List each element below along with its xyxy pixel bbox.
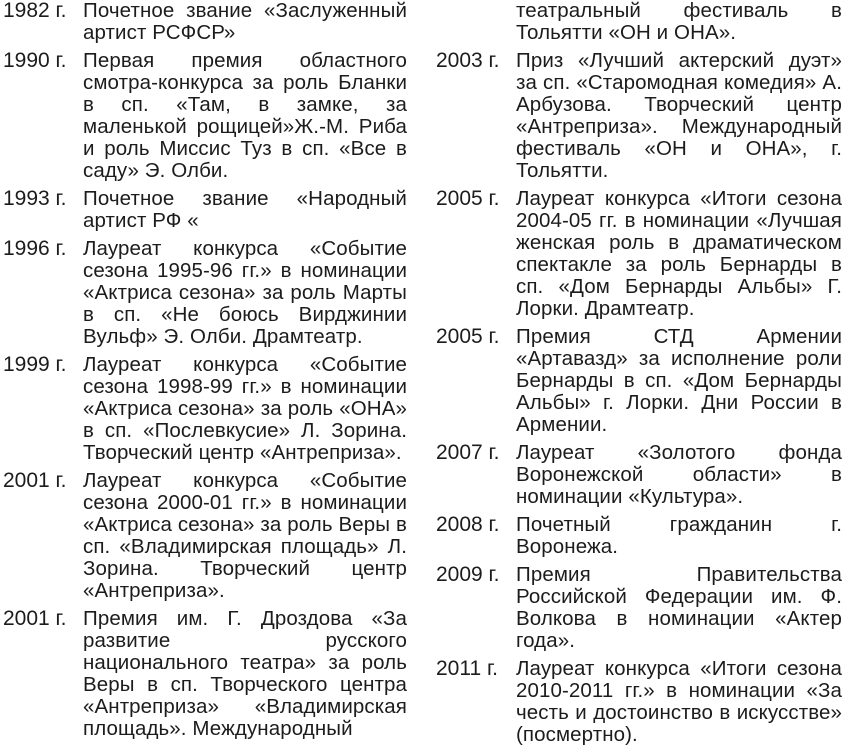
award-year: 2005 г. xyxy=(436,325,500,348)
award-text: Лауреат конкурса «Событие сезона 2000-01 гг.» в номинации «Актриса сезона» за роль Веры в сп. «Владимирская площадь» Л. Зорина. Творческий центр «Антреприза». xyxy=(83,469,407,602)
award-text: Премия Правительства Российской Федерации им. Ф. Волкова в номинации «Актер года». xyxy=(516,563,842,652)
award-text: Почетное звание «Заслуженный артист РСФСР» xyxy=(83,0,407,44)
award-text: Почетный гражданин г. Воронежа. xyxy=(516,513,842,558)
award-entry xyxy=(436,658,842,746)
award-year: 2001 г. xyxy=(3,607,67,630)
award-text: театральный фестиваль в Тольятти «ОН и ОНА». xyxy=(516,0,842,44)
award-entry xyxy=(436,564,842,652)
award-year: 1996 г. xyxy=(3,237,67,260)
award-entry xyxy=(3,470,407,602)
award-entry xyxy=(3,50,407,182)
award-text: Лауреат конкурса «Событие сезона 1998-99 гг.» в номинации «Актриса сезона» за роль «ОНА» в сп. «Послевкусие» Л. Зорина. Творческий центр «Антреприза». xyxy=(83,353,407,464)
award-text: Лауреат конкурса «Итоги сезона 2010-2011 гг.» в номинации «За честь и достоинство в искусстве» (посмертно). xyxy=(516,657,842,746)
award-entry xyxy=(3,188,407,232)
award-entry xyxy=(3,0,407,44)
award-text: Лауреат конкурса «Событие сезона 1995-96 гг.» в номинации «Актриса сезона» за роль Марты в сп. «Не боюсь Вирджинии Вульф» Э. Олби. Драмтеатр. xyxy=(83,237,407,348)
award-text: Лауреат «Золотого фонда Воронежской области» в номинации «Культура». xyxy=(516,441,842,508)
award-year: 2011 г. xyxy=(436,657,498,680)
left-column xyxy=(3,0,407,746)
award-year: 2008 г. xyxy=(436,513,500,536)
award-text: Приз «Лучший актерский дуэт» за сп. «Старомодная комедия» А. Арбузова. Творческий центр «Антреприза». Международный фестиваль «ОН и ОНА», г. Тольятти. xyxy=(516,49,842,182)
award-entry xyxy=(436,514,842,558)
award-year: 2005 г. xyxy=(436,187,500,210)
award-entry xyxy=(436,50,842,182)
award-year: 1999 г. xyxy=(3,353,67,376)
award-year: 1993 г. xyxy=(3,187,67,210)
award-text: Премия им. Г. Дроздова «За развитие русского национального театра» за роль Веры в сп. Творческого центра «Антреприза» «Владимирская площадь». Международный xyxy=(83,607,407,740)
award-year: 2007 г. xyxy=(436,441,500,464)
award-entry xyxy=(3,608,407,740)
award-text: Премия СТД Армении «Артавазд» за исполнение роли Бернарды в сп. «Дом Бернарды Альбы» г. Лорки. Дни России в Армении. xyxy=(516,325,842,436)
award-year: 1982 г. xyxy=(3,0,67,22)
award-text: Лауреат конкурса «Итоги сезона 2004-05 гг. в номинации «Лучшая женская роль в драматическом спектакле за роль Бернарды в сп. «Дом Бернарды Альбы» Г. Лорки. Драмтеатр. xyxy=(516,187,842,320)
award-entry xyxy=(436,188,842,320)
award-entry xyxy=(3,238,407,348)
right-column xyxy=(436,0,842,752)
award-year: 2001 г. xyxy=(3,469,67,492)
award-entry xyxy=(436,326,842,436)
award-year: 2003 г. xyxy=(436,49,500,72)
award-entry xyxy=(436,442,842,508)
award-year: 2009 г. xyxy=(436,563,500,586)
award-entry xyxy=(3,354,407,464)
award-entry-continuation xyxy=(436,0,842,44)
award-year: 1990 г. xyxy=(3,49,67,72)
award-text: Почетное звание «Народный артист РФ « xyxy=(83,187,407,232)
award-text: Первая премия областного смотра-конкурса за роль Бланки в сп. «Там, в замке, за маленькой рощицей»Ж.-М. Риба и роль Миссис Туз в сп. «Все в саду» Э. Олби. xyxy=(83,49,407,182)
